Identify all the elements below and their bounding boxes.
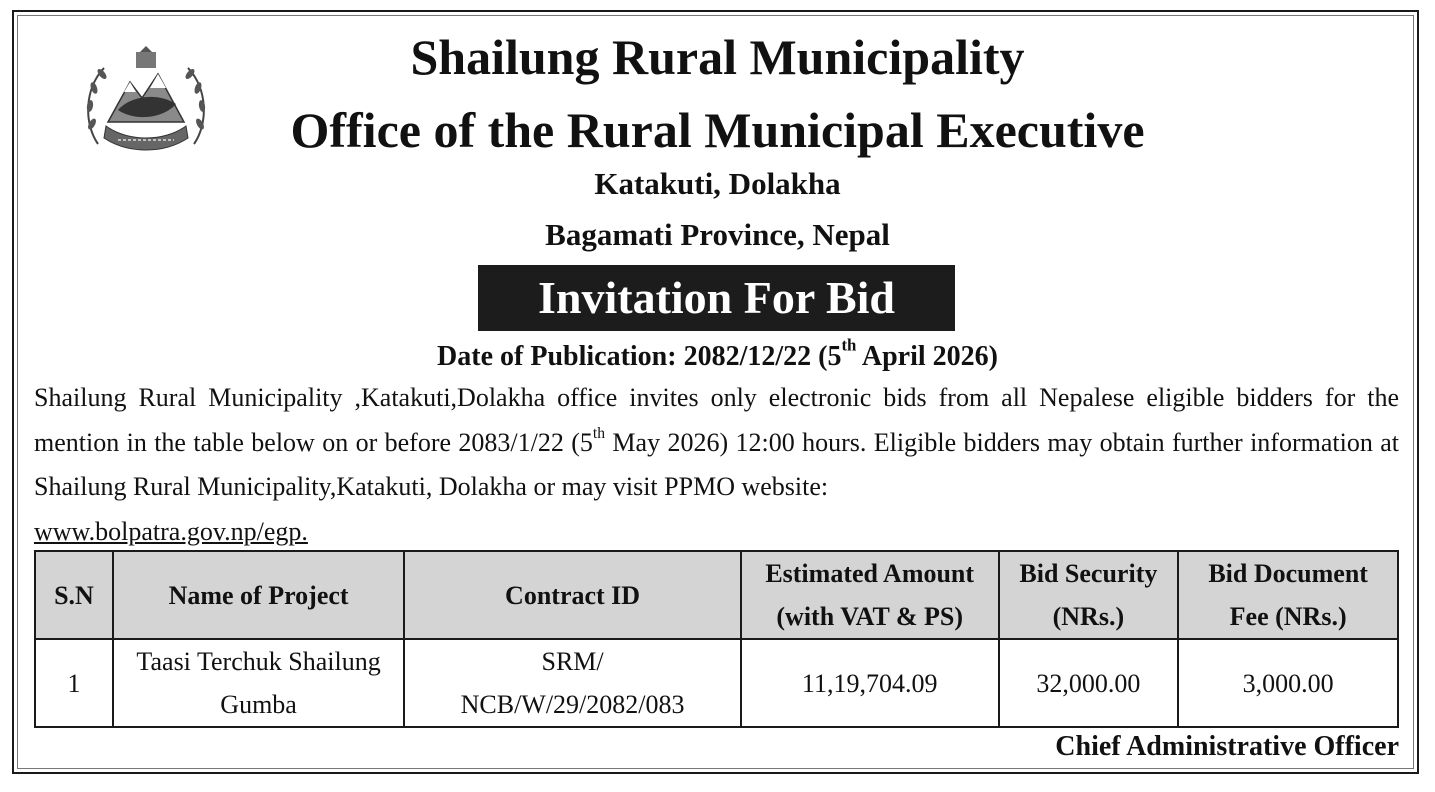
paragraph-text-part1: Shailung Rural Municipality ,Katakuti,Dolakha office invites only electronic bids from all Nepalese eligible bidders for the mention in the table below on or before 2083/1/22 (5: [34, 383, 1399, 457]
cell-sn: 1: [35, 639, 113, 727]
paragraph-text-part2: May 2026) 12:00 hours. Eligible bidders may obtain further information at Shailung Rural Municipality,Katakuti, Dolakha or may visit PPMO website:: [34, 427, 1399, 501]
publication-date: [0, 335, 1435, 374]
header-contract-id: Contract ID: [404, 551, 741, 639]
header-bid-security-line1: Bid Security: [1019, 559, 1158, 588]
header-estimated-amount-line1: Estimated Amount: [765, 559, 975, 588]
publication-date-month: April 2026): [856, 341, 998, 372]
signatory-title: Chief Administrative Officer: [1055, 731, 1399, 762]
publication-date-text: Date of Publication: 2082/12/22 (5: [437, 341, 842, 372]
cell-contract-id: [404, 639, 741, 727]
header-bid-security: [999, 551, 1179, 639]
header-estimated-amount: [741, 551, 999, 639]
notice-title-banner: Invitation For Bid: [478, 265, 955, 331]
header-bid-document-fee-line2: Fee (NRs.): [1229, 602, 1347, 631]
cell-bid-security: 32,000.00: [999, 639, 1179, 727]
header-sn: S.N: [35, 551, 113, 639]
table-header-row: [35, 551, 1398, 639]
ppmo-website-link[interactable]: www.bolpatra.gov.np/egp.: [34, 516, 308, 546]
table-row: [35, 639, 1398, 727]
cell-estimated-amount: 11,19,704.09: [741, 639, 999, 727]
publication-date-suffix: th: [841, 335, 857, 355]
header-project: Name of Project: [113, 551, 404, 639]
location-line: Katakuti, Dolakha: [594, 166, 841, 201]
header-estimated-amount-line2: (with VAT & PS): [776, 602, 963, 631]
cell-bid-document-fee: 3,000.00: [1178, 639, 1398, 727]
office-name: Office of the Rural Municipal Executive: [290, 102, 1145, 158]
cell-project: [113, 639, 404, 727]
header-bid-document-fee-line1: Bid Document: [1208, 559, 1368, 588]
cell-contract-id-line1: SRM/: [541, 647, 604, 676]
bid-table: [34, 550, 1399, 728]
municipality-name: Shailung Rural Municipality: [410, 29, 1025, 85]
cell-contract-id-line2: NCB/W/29/2082/083: [460, 690, 685, 719]
bid-invitation-paragraph: [34, 376, 1399, 554]
cell-project-line1: Taasi Terchuk Shailung: [136, 647, 381, 676]
paragraph-date-suffix: th: [592, 424, 606, 442]
header-bid-security-line2: (NRs.): [1052, 602, 1125, 631]
cell-project-line2: Gumba: [220, 690, 297, 719]
province-line: Bagamati Province, Nepal: [545, 217, 890, 252]
header-bid-document-fee: [1178, 551, 1398, 639]
